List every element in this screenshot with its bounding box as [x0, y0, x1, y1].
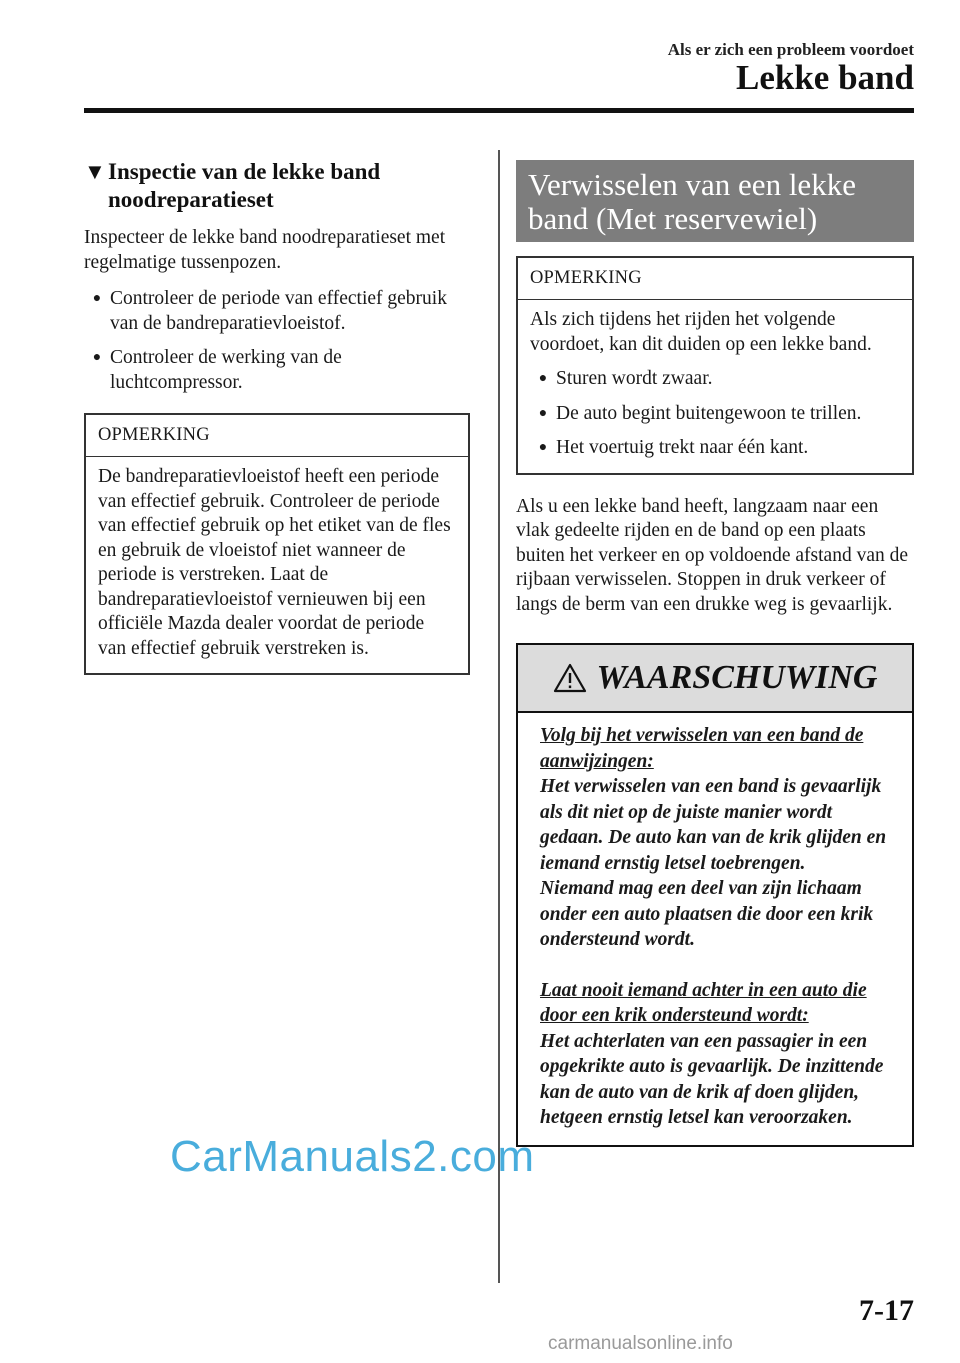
section-heading-line1: Inspectie van de lekke band [108, 159, 381, 184]
note-box [84, 413, 470, 675]
inspection-bullet-list [84, 287, 470, 395]
list-item: ● Sturen wordt zwaar. [530, 367, 900, 392]
warning-box [516, 643, 914, 1147]
page-header-subtitle: Als er zich een probleem voordoet [667, 40, 914, 59]
warning-subheading: Volg bij het verwisselen van een band de aanwijzingen: [540, 725, 864, 772]
triangle-down-icon: ▼ [84, 159, 106, 184]
banner-line1: Verwisselen van een lekke [528, 167, 856, 202]
warning-subheading: Laat nooit iemand achter in een auto die door een krik ondersteund wordt: [540, 979, 867, 1026]
bullet-icon: ● [538, 371, 548, 386]
column-divider [498, 150, 500, 1283]
list-item: ● Controleer de periode van effectief gebruik van de bandreparatievloeistof. [84, 287, 470, 336]
warning-triangle-icon [553, 663, 587, 693]
note-box [516, 256, 914, 475]
note-text: Als zich tijdens het rijden het volgende voordoet, kan dit duiden op een lekke band. [530, 309, 872, 355]
note-text: De bandreparatievloeistof heeft een periode van effectief gebruik. Controleer de periode van effectief gebruik op het etiket van de fles en gebruik de vloeistof niet wanneer de periode is verstreken. Laat de bandreparatievloeistof vernieuwen bij een officiële Mazda dealer voordat de periode van effectief gebruik verstreken is. [98, 466, 451, 659]
header-rule [84, 108, 914, 113]
warning-body [518, 713, 912, 1145]
page-number: 7-17 [859, 1294, 914, 1327]
warning-text: Niemand mag een deel van zijn lichaam onder een auto plaatsen die door een krik ondersteund wordt. [540, 878, 874, 950]
body-paragraph: Als u een lekke band heeft, langzaam naar een vlak gedeelte rijden en de band op een plaats buiten het verkeer en op voldoende afstand van de rijbaan verwisselen. Stoppen in druk verkeer of langs de berm van een drukke weg is gevaarlijk. [516, 495, 909, 615]
bullet-icon: ● [92, 291, 102, 306]
warning-text: Het verwisselen van een band is gevaarlijk als dit niet op de juiste manier wordt gedaan. De auto kan van de krik glijden en iemand ernstig letsel toebrengen. [540, 776, 887, 874]
list-item: ● De auto begint buitengewoon te trillen. [530, 402, 900, 427]
watermark-footer: carmanualsonline.info [548, 1333, 733, 1354]
bullet-icon: ● [538, 405, 548, 421]
note-label: OPMERKING [518, 258, 912, 300]
section-banner [516, 160, 914, 242]
page-header-title: Lekke band [736, 58, 914, 97]
symptom-bullet-list [530, 367, 900, 461]
banner-line2: band (Met reservewiel) [528, 201, 818, 236]
warning-text: Het achterlaten van een passagier in een opgekrikte auto is gevaarlijk. De inzittende kan de auto van de krik af doen glijden, hetgeen ernstig letsel kan veroorzaken. [540, 1030, 884, 1128]
section-heading [84, 158, 470, 214]
intro-paragraph: Inspecteer de lekke band noodreparatieset met regelmatige tussenpozen. [84, 227, 446, 273]
list-item: ● Controleer de werking van de luchtcompressor. [84, 346, 470, 395]
warning-title: WAARSCHUWING [596, 659, 878, 696]
note-label: OPMERKING [86, 415, 468, 457]
bullet-icon: ● [538, 440, 548, 455]
list-item: ● Het voertuig trekt naar één kant. [530, 436, 900, 461]
right-column [516, 160, 914, 1147]
left-column [84, 158, 470, 675]
section-heading-line2: noodreparatieset [108, 187, 274, 212]
watermark-overlay: CarManuals2.com [170, 1132, 535, 1181]
bullet-icon: ● [92, 350, 102, 365]
warning-header [518, 645, 912, 713]
